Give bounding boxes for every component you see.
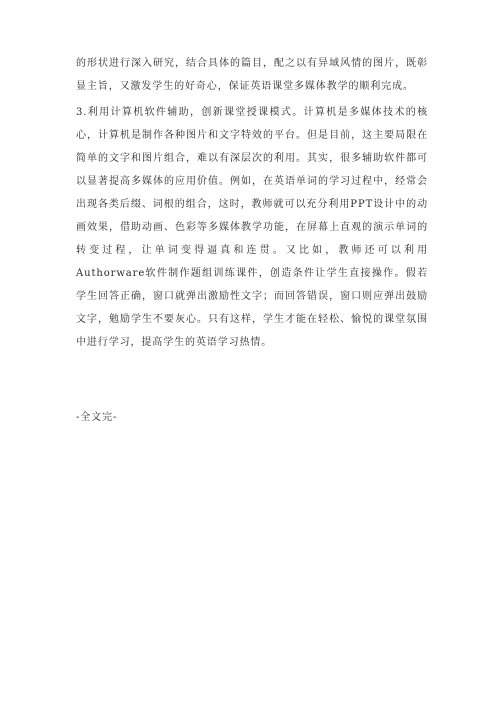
paragraph-continuation: 的形状进行深入研究，结合具体的篇目，配之以有异域风情的图片，既彰显主旨，又激发学生的好奇心，保证英语课堂多媒体教学的顺利完成。: [76, 58, 428, 92]
end-of-document-mark: -全文完-: [76, 412, 118, 423]
document-body: [76, 52, 428, 354]
paragraph-software-assist: 3.利用计算机软件辅助，创新课堂授课模式。计算机是多媒体技术的核心，计算机是制作各种图片和文字特效的平台。但是目前，这主要局限在简单的文字和图片组合，难以有深层次的利用。其实，很多辅助软件都可以显著提高多媒体的应用价值。例如，在英语单词的学习过程中，经常会出现各类后缀、词根的组合，这时，教师就可以充分利用PPT设计中的动画效果，借助动画、色彩等多媒体教学功能，在屏幕上直观的演示单词的转变过程，让单词变得逼真和连贯。又比如，教师还可以利用Authorware软件制作题组训练课件，创造条件让学生直接操作。假若学生回答正确，窗口就弹出激励性文字；而回答错误，窗口则应弹出鼓励文字，勉励学生不要灰心。只有这样，学生才能在轻松、愉悦的课堂氛围中进行学习，提高学生的英语学习热情。: [76, 107, 428, 348]
